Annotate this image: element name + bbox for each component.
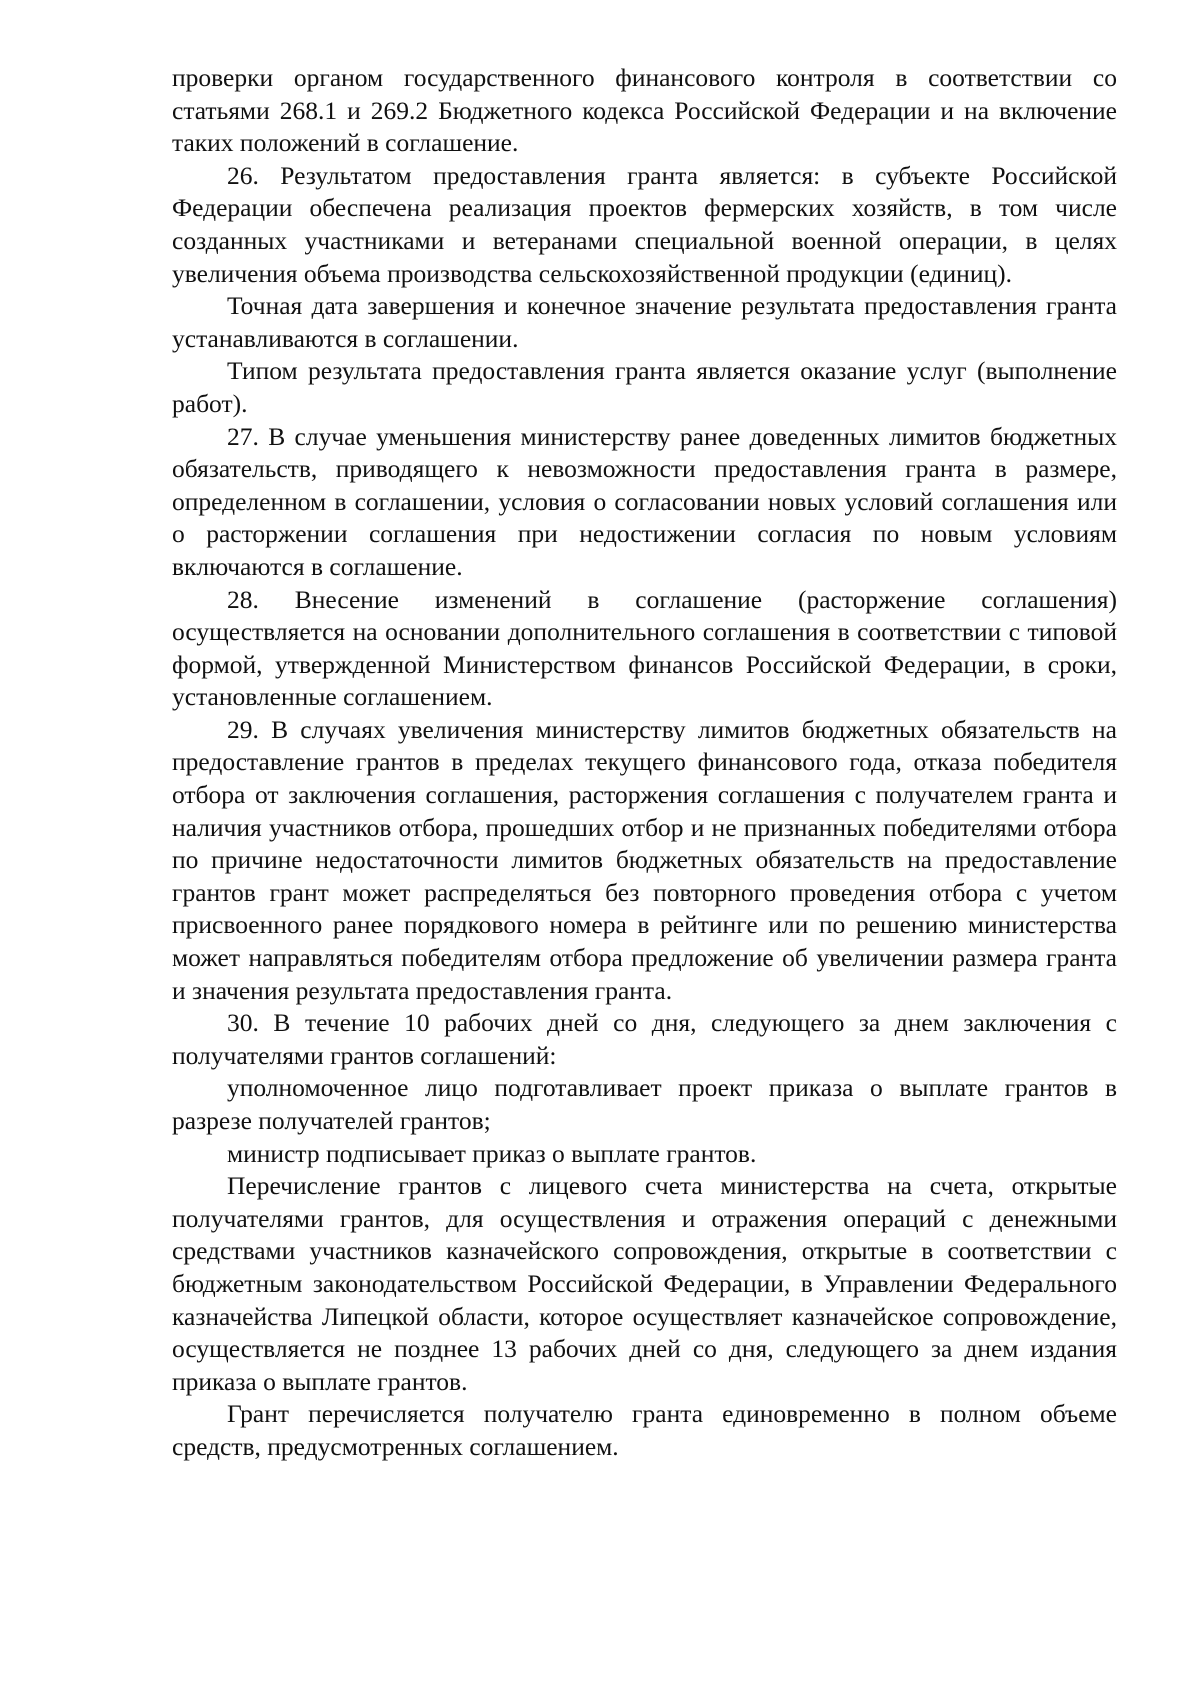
paragraph-grant-lump-sum: Грант перечисляется получателю гранта единовременно в полном объеме средств, предусмотренных соглашением. bbox=[172, 1399, 1117, 1461]
paragraph-26: 26. Результатом предоставления гранта является: в субъекте Российской Федерации обеспечена реализация проектов фермерских хозяйств, в том числе созданных участниками и ветеранами специальной военной операции, в целях увеличения объема производства сельскохозяйственной продукции (единиц). bbox=[172, 160, 1117, 288]
paragraph-transfer: Перечисление грантов с лицевого счета министерства на счета, открытые получателями грантов, для осуществления и отражения операций с денежными средствами участников казначейского сопровождения, открытые в соответствии с бюджетным законодательством Российской Федерации, в Управлении Федерального казначейства Липецкой области, которое осуществляет казначейское сопровождение, осуществляется не позднее 13 рабочих дней со дня, следующего за днем издания приказа о выплате грантов. bbox=[172, 1171, 1117, 1396]
paragraph-continuation: проверки органом государственного финансового контроля в соответствии со статьями 268.1 и 269.2 Бюджетного кодекса Российской Федерации и на включение таких положений в соглашение. bbox=[172, 63, 1117, 158]
paragraph-30-item-2: министр подписывает приказ о выплате грантов. bbox=[227, 1138, 757, 1168]
document-page bbox=[172, 62, 1117, 1464]
paragraph-30-item-1: уполномоченное лицо подготавливает проект приказа о выплате грантов в разрезе получателей грантов; bbox=[172, 1073, 1117, 1135]
paragraph-26-date: Точная дата завершения и конечное значение результата предоставления гранта устанавливаются в соглашении. bbox=[172, 291, 1117, 353]
paragraph-26-type: Типом результата предоставления гранта является оказание услуг (выполнение работ). bbox=[172, 356, 1117, 418]
paragraph-30: 30. В течение 10 рабочих дней со дня, следующего за днем заключения с получателями грантов соглашений: bbox=[172, 1008, 1117, 1070]
paragraph-27: 27. В случае уменьшения министерству ранее доведенных лимитов бюджетных обязательств, приводящего к невозможности предоставления гранта в размере, определенном в соглашении, условия о согласовании новых условий соглашения или о расторжении соглашения при недостижении согласия по новым условиям включаются в соглашение. bbox=[172, 421, 1117, 581]
paragraph-29: 29. В случаях увеличения министерству лимитов бюджетных обязательств на предоставление грантов в пределах текущего финансового года, отказа победителя отбора от заключения соглашения, расторжения соглашения с получателем гранта и наличия участников отбора, прошедших отбор и не признанных победителями отбора по причине недостаточности лимитов бюджетных обязательств на предоставление грантов грант может распределяться без повторного проведения отбора с учетом присвоенного ранее порядкового номера в рейтинге или по решению министерства может направляться победителям отбора предложение об увеличении размера гранта и значения результата предоставления гранта. bbox=[172, 714, 1117, 1005]
paragraph-28: 28. Внесение изменений в соглашение (расторжение соглашения) осуществляется на основании дополнительного соглашения в соответствии с типовой формой, утвержденной Министерством финансов Российской Федерации, в сроки, установленные соглашением. bbox=[172, 584, 1117, 712]
